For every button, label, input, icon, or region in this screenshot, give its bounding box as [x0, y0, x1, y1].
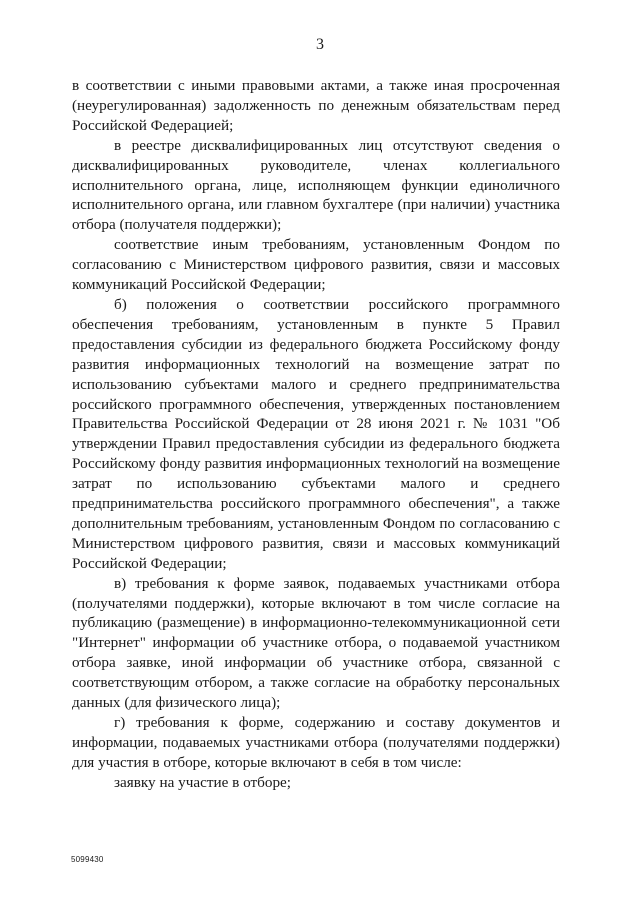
paragraph-disqualified-registry: в реестре дисквалифицированных лиц отсутствуют сведения о дисквалифицированных руководителе, членах коллегиального исполнительного органа, лице, исполняющем функции единоличного исполнительного органа, или главном бухгалтере (при наличии) участника отбора (получателя поддержки); [72, 136, 560, 234]
paragraph-debt-continuation: в соответствии с иными правовыми актами, а также иная просроченная (неурегулированная) задолженность по денежным обязательствам перед Российской Федерацией; [72, 77, 560, 134]
page-number: 3 [316, 36, 324, 53]
paragraph-item-g: г) требования к форме, содержанию и составу документов и информации, подаваемых участниками отбора (получателями поддержки) для участия в отборе, которые включают в себя в том числе: [72, 714, 560, 771]
paragraph-other-requirements: соответствие иным требованиям, установленным Фондом по согласованию с Министерством цифрового развития, связи и массовых коммуникаций Российской Федерации; [72, 236, 560, 294]
paragraph-item-v: в) требования к форме заявок, подаваемых участниками отбора (получателями поддержки), которые включают в том числе согласие на публикацию (размещение) в информационно-телекоммуникационной сети "Интернет" информации об участнике отбора, о подаваемой участником отбора заявке, иной информации об участнике отбора, связанной с соответствующим отбором, а также согласие на обработку персональных данных (для физического лица); [72, 574, 560, 712]
paragraph-item-b: б) положения о соответствии российского программного обеспечения требованиям, установленным в пункте 5 Правил предоставления субсидии из федерального бюджета Российскому фонду развития информационных технологий на возмещение затрат по использованию субъектами малого и среднего предпринимательства российского программного обеспечения, утвержденных постановлением Правительства Российской Федерации от 28 июня 2021 г. № 1031 "Об утверждении Правил предоставления субсидии из федерального бюджета Российскому фонду развития информационных технологий на возмещение затрат по использованию субъектами малого и среднего предпринимательства российского программного обеспечения", а также дополнительным требованиям, установленным Фондом по согласованию с Министерством цифрового развития, связи и массовых коммуникаций Российской Федерации; [72, 295, 560, 572]
paragraph-application: заявку на участие в отборе; [114, 773, 292, 791]
document-code: 5099430 [71, 855, 104, 864]
document-body [72, 76, 560, 793]
